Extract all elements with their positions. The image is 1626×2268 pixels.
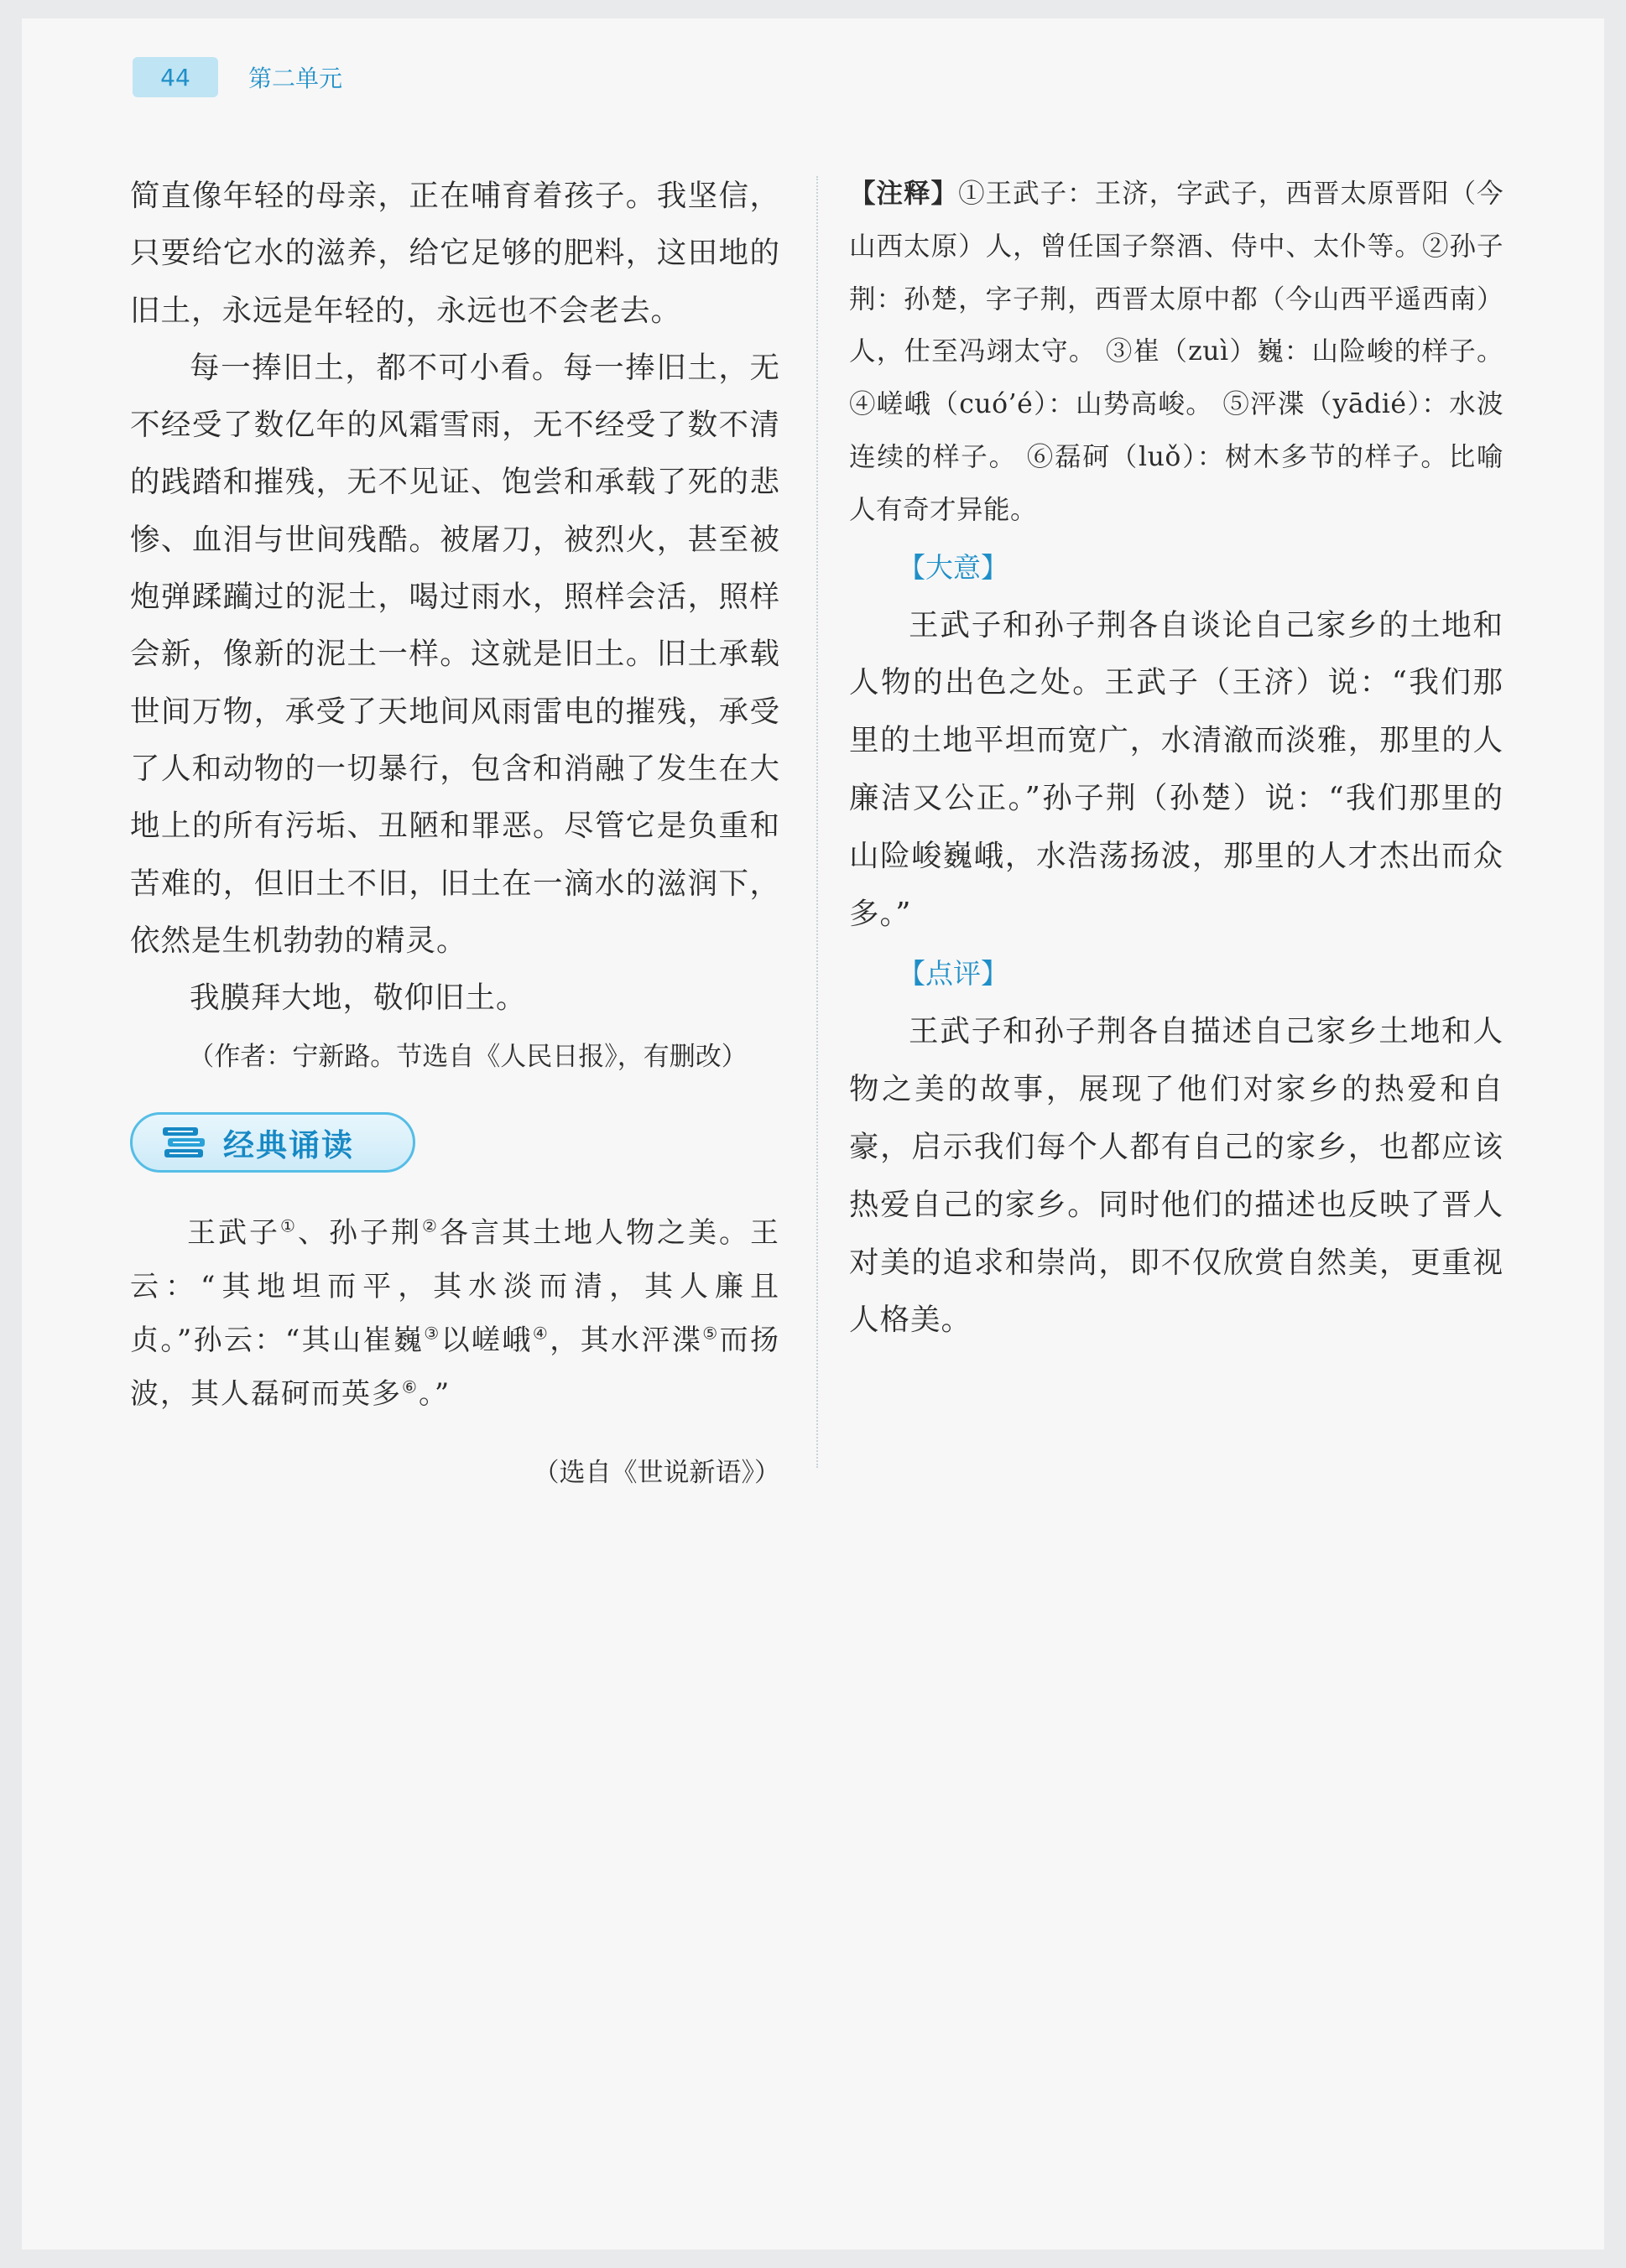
classical-text: 王武子①、孙子荆②各言其土地人物之美。王云：“其地坦而平，其水淡而清，其人廉且贞。”孙云：“其山崔巍③以嵯峨④，其水泙渫⑤而扬波，其人磊砢而英多⑥。” (130, 1216, 781, 1412)
notes-text: ①王武子：王济，字武子，西晋太原晋阳（今山西太原）人，曾任国子祭酒、侍中、太仆等。②孙子荆：孙楚，字子荆，西晋太原中都（今山西平遥西南）人，仕至冯翊太守。 ③崔（zuì）巍：山险峻的样子。 ④嵯峨（cuó’é）：山势高峻。 ⑤泙渫（yādié）：水波连续的样子。 ⑥磊砢（luǒ）：树木多节的样子。比喻人有奇才异能。 (849, 179, 1504, 525)
footnote-marker: ⑥ (402, 1377, 419, 1398)
summary-paragraph: 王武子和孙子荆各自谈论自己家乡的土地和人物的出色之处。王武子（王济）说：“我们那里的土地平坦而宽广，水清澈而淡雅，那里的人廉洁又公正。”孙子荆（孙楚）说：“我们那里的山险峻巍峨，水浩荡扬波，那里的人才杰出而众多。” (849, 607, 1504, 931)
annotation-notes (849, 168, 1504, 537)
essay-paragraph: 简直像年轻的母亲，正在哺育着孩子。我坚信，只要给它水的滋养，给它足够的肥料，这田地的旧土，永远是年轻的，永远也不会老去。 (130, 179, 780, 328)
right-column (849, 168, 1504, 1350)
comment-paragraph: 王武子和孙子荆各自描述自己家乡土地和人物之美的故事，展现了他们对家乡的热爱和自豪，启示我们每个人都有自己的家乡，也都应该热爱自己的家乡。同时他们的描述也反映了晋人对美的追求和崇尚，即不仅欣赏自然美，更重视人格美。 (849, 1014, 1504, 1338)
footnote-marker: ④ (532, 1324, 550, 1345)
notes-label: 【注释】 (849, 178, 959, 209)
footnote-marker: ① (280, 1216, 298, 1237)
page-number: 44 (133, 57, 218, 97)
footnote-marker: ⑤ (702, 1324, 720, 1345)
stacked-books-icon (161, 1124, 208, 1161)
column-divider (816, 176, 818, 1468)
footnote-marker: ② (422, 1216, 440, 1237)
unit-title: 第二单元 (248, 65, 343, 92)
essay-paragraph: 每一捧旧土，都不可小看。每一捧旧土，无不经受了数亿年的风霜雪雨，无不经受了数不清的践踏和摧残，无不见证、饱尝和承载了死的悲惨、血泪与世间残酷。被屠刀，被烈火，甚至被炮弹蹂躏过的泥土，喝过雨水，照样会活，照样会新，像新的泥土一样。这就是旧土。旧土承载世间万物，承受了天地间风雨雷电的摧残，承受了人和动物的一切暴行，包含和消融了发生在大地上的所有污垢、丑陋和罪恶。尽管它是负重和苦难的，但旧土不旧，旧土在一滴水的滋润下，依然是生机勃勃的精灵。 (130, 350, 780, 958)
section-banner (130, 1112, 415, 1173)
left-column (130, 168, 780, 1496)
author-credit: （作者：宁新路。节选自《人民日报》，有删改） (188, 1042, 748, 1073)
essay-paragraph: 我膜拜大地，敬仰旧土。 (190, 981, 527, 1016)
comment-heading: 【点评】 (898, 957, 1008, 991)
section-banner-title: 经典诵读 (223, 1127, 354, 1164)
summary-heading: 【大意】 (898, 550, 1008, 584)
source-citation: （选自《世说新语》） (533, 1458, 780, 1489)
footnote-marker: ③ (424, 1324, 441, 1345)
